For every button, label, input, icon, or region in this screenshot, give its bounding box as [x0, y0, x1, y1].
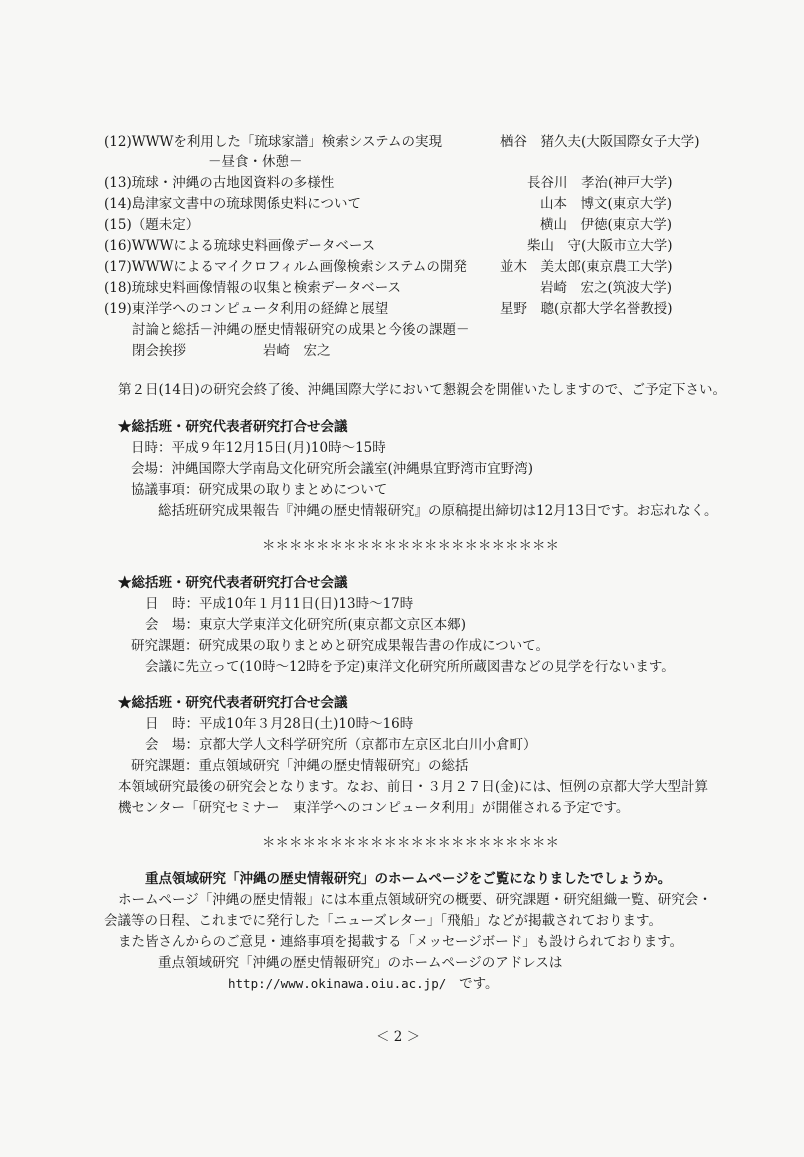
- homepage-line-2: 会議等の日程、これまでに発行した「ニューズレター」「飛船」などが掲載されております。: [104, 913, 662, 929]
- meeting2-venue: 会 場：東京大学東洋文化研究所(東京都文京区本郷): [145, 617, 467, 633]
- meeting2-note: 会議に先立って(10時～12時を予定)東洋文化研究所所蔵図書などの見学を行ないます。: [145, 659, 675, 675]
- discussion: 討論と総括－沖縄の歴史情報研究の成果と今後の課題－: [132, 322, 470, 338]
- program-item-15: (15)（題未定）: [104, 217, 200, 233]
- meeting1-venue: 会場：沖縄国際大学南島文化研究所会議室(沖縄県宜野湾市宜野湾): [131, 461, 534, 477]
- homepage-url-suffix: です。: [459, 976, 499, 992]
- homepage-line-3: また皆さんからのご意見・連絡事項を掲載する「メッセージボード」も設けられております。: [118, 934, 684, 950]
- meeting1-agenda: 協議事項：研究成果の取りまとめについて: [131, 482, 388, 498]
- program-speaker-14: 山本 博文(東京大学): [540, 196, 673, 212]
- program-speaker-18: 岩崎 宏之(筑波大学): [540, 280, 673, 296]
- homepage-line-1: ホームページ「沖縄の歴史情報」には本重点領域研究の概要、研究課題・研究組織一覧、研究会・: [118, 892, 712, 908]
- meeting3-venue: 会 場：京都大学人文科学研究所（京都市左京区北白川小倉町）: [145, 737, 537, 753]
- program-speaker-15: 横山 伊徳(東京大学): [540, 217, 673, 233]
- homepage-url-line: [228, 975, 499, 993]
- program-item-18: (18)琉球史料画像情報の収集と検索データベース: [104, 280, 402, 296]
- item-number: (12): [104, 134, 132, 150]
- program-item-13: (13)琉球・沖縄の古地図資料の多様性: [104, 175, 335, 191]
- meeting3-heading: ★総括班・研究代表者研究打合せ会議: [118, 695, 348, 711]
- homepage-heading: 重点領域研究「沖縄の歴史情報研究」のホームページをご覧になりましたでしょうか。: [145, 871, 672, 887]
- meeting3-topic: 研究課題：重点領域研究「沖縄の歴史情報研究」の総括: [131, 758, 469, 774]
- program-speaker-17: 並木 美太郎(東京農工大学): [500, 259, 673, 275]
- meeting2-heading: ★総括班・研究代表者研究打合せ会議: [118, 575, 348, 591]
- program-item-17: (17)WWWによるマイクロフィルム画像検索システムの開発: [104, 259, 467, 275]
- lunch-break: －昼食・休憩－: [208, 154, 303, 170]
- meeting3-note-1: 本領域研究最後の研究会となります。なお、前日・３月２７日(金)には、恒例の京都大学大型計算: [118, 779, 708, 795]
- meeting1-date: 日時：平成９年12月15日(月)10時～15時: [131, 440, 386, 456]
- closing-speaker: 岩崎 宏之: [263, 343, 331, 359]
- meeting1-note: 総括班研究成果報告『沖縄の歴史情報研究』の原稿提出締切は12月13日です。お忘れなく。: [158, 503, 718, 519]
- separator-2: ＊＊＊＊＊＊＊＊＊＊＊＊＊＊＊＊＊＊＊＊＊＊: [262, 835, 559, 851]
- program-item-14: (14)島津家文書中の琉球関係史料について: [104, 196, 361, 212]
- program-speaker-13: 長谷川 孝治(神戸大学): [527, 175, 673, 191]
- closing-label: 閉会挨拶: [132, 343, 186, 359]
- program-speaker-16: 柴山 守(大阪市立大学): [527, 238, 673, 254]
- meeting3-date: 日 時：平成10年３月28日(土)10時～16時: [145, 716, 414, 732]
- program-item-12: [104, 133, 442, 151]
- social-note: 第２日(14日)の研究会終了後、沖縄国際大学において懇親会を開催いたしますので、ご予定下さい。: [118, 382, 726, 398]
- meeting2-date: 日 時：平成10年１月11日(日)13時～17時: [145, 596, 414, 612]
- separator-1: ＊＊＊＊＊＊＊＊＊＊＊＊＊＊＊＊＊＊＊＊＊＊: [262, 538, 559, 554]
- item-title: WWWを利用した「琉球家譜」検索システムの実現: [131, 134, 442, 150]
- meeting1-heading: ★総括班・研究代表者研究打合せ会議: [118, 419, 348, 435]
- program-item-19: (19)東洋学へのコンピュータ利用の経緯と展望: [104, 301, 389, 317]
- page-number: ＜ 2 ＞: [376, 1029, 421, 1045]
- meeting3-note-2: 機センター「研究セミナー 東洋学へのコンピュータ利用」が開催される予定です。: [118, 800, 630, 816]
- program-item-16: (16)WWWによる琉球史料画像データベース: [104, 238, 376, 254]
- homepage-line-4: 重点領域研究「沖縄の歴史情報研究」のホームページのアドレスは: [158, 955, 563, 971]
- meeting2-topic: 研究課題：研究成果の取りまとめと研究成果報告書の作成について。: [131, 638, 549, 654]
- homepage-url[interactable]: http://www.okinawa.oiu.ac.jp/: [228, 976, 447, 991]
- program-speaker-19: 星野 聰(京都大学名誉教授): [500, 301, 673, 317]
- program-speaker-12: 楢谷 猪久夫(大阪国際女子大学): [500, 134, 700, 150]
